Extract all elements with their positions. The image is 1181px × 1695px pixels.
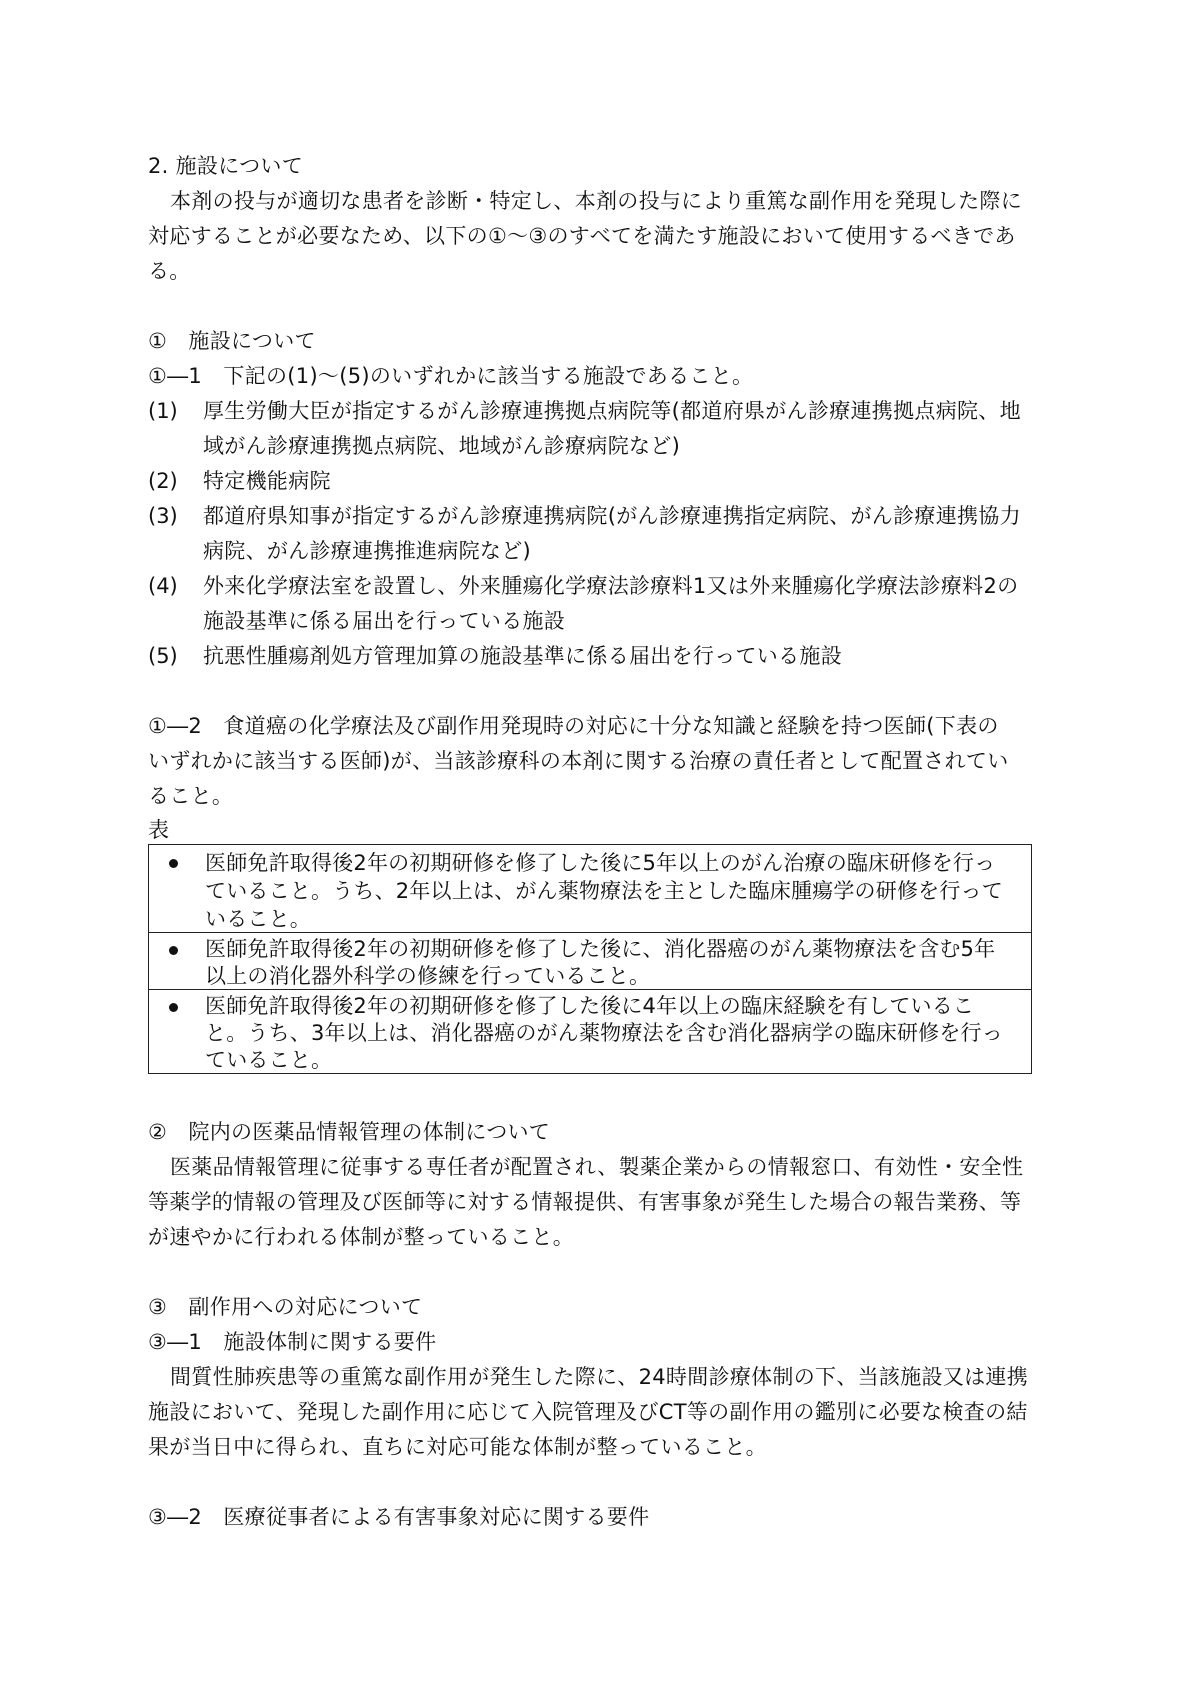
table-row [149, 932, 1031, 990]
facility-line: 施設基準に係る届出を行っている施設 [203, 609, 566, 633]
item1-heading: ① 施設について [148, 329, 316, 353]
facility-line: 病院、がん診療連携推進病院など) [203, 539, 531, 563]
item1-sub2-line: ①―2 食道癌の化学療法及び副作用発現時の対応に十分な知識と経験を持つ医師(下表の [148, 714, 999, 738]
facility-line: 外来化学療法室を設置し、外来腫瘍化学療法診療料1又は外来腫瘍化学療法診療料2の [203, 574, 1019, 598]
facility-line: 特定機能病院 [203, 469, 331, 493]
physician-requirements-table [148, 844, 1032, 1074]
item1-sub2-line: ること。 [148, 784, 234, 808]
facility-number: (3) [148, 504, 178, 528]
bullet-icon [169, 1003, 178, 1012]
bullet-icon [169, 946, 178, 955]
intro-line: 対応することが必要なため、以下の①～③のすべてを満たす施設において使用するべきであ [148, 224, 1016, 248]
item3-heading: ③ 副作用への対応について [148, 1295, 423, 1319]
facility-number: (1) [148, 399, 178, 423]
bullet-icon [169, 859, 178, 868]
table-cell-line: ていること。うち、2年以上は、がん薬物療法を主とした臨床腫瘍学の研修を行って [205, 879, 1003, 903]
table-cell-line: 以上の消化器外科学の修練を行っていること。 [205, 964, 651, 988]
item3-sub2-heading: ③―2 医療従事者による有害事象対応に関する要件 [148, 1505, 650, 1529]
item2-line: 等薬学的情報の管理及び医師等に対する情報提供、有害事象が発生した場合の報告業務、等 [148, 1190, 1022, 1214]
table-cell-line: と。うち、3年以上は、消化器癌のがん薬物療法を含む消化器病学の臨床研修を行っ [205, 1021, 1003, 1045]
table-cell-line: 医師免許取得後2年の初期研修を修了した後に4年以上の臨床経験を有しているこ [205, 994, 975, 1018]
item1-sub2-line: いずれかに該当する医師)が、当該診療科の本剤に関する治療の責任者として配置されてい [148, 749, 1009, 773]
facility-number: (5) [148, 644, 178, 668]
table-cell-line: 医師免許取得後2年の初期研修を修了した後に、消化器癌のがん薬物療法を含む5年 [205, 937, 996, 961]
item2-heading: ② 院内の医薬品情報管理の体制について [148, 1120, 551, 1144]
facility-line: 抗悪性腫瘍剤処方管理加算の施設基準に係る届出を行っている施設 [203, 644, 842, 668]
facility-line: 都道府県知事が指定するがん診療連携病院(がん診療連携指定病院、がん診療連携協力 [203, 504, 1021, 528]
facility-number: (2) [148, 469, 178, 493]
facility-line: 域がん診療連携拠点病院、地域がん診療病院など) [203, 434, 681, 458]
table-row [149, 989, 1031, 1073]
table-cell-line: ていること。 [205, 1048, 333, 1072]
item3-sub1-line: 果が当日中に得られ、直ちに対応可能な体制が整っていること。 [148, 1435, 767, 1459]
item3-sub1-line: 間質性肺疾患等の重篤な副作用が発生した際に、24時間診療体制の下、当該施設又は連携 [170, 1365, 1029, 1389]
item3-sub1-line: 施設において、発現した副作用に応じて入院管理及びCT等の副作用の鑑別に必要な検査の結 [148, 1400, 1028, 1424]
table-cell-line: いること。 [205, 907, 311, 931]
facility-line: 厚生労働大臣が指定するがん診療連携拠点病院等(都道府県がん診療連携拠点病院、地 [203, 399, 1021, 423]
table-row [149, 845, 1031, 933]
table-cell-line: 医師免許取得後2年の初期研修を修了した後に5年以上のがん治療の臨床研修を行っ [205, 851, 996, 875]
item3-sub1-heading: ③―1 施設体制に関する要件 [148, 1330, 437, 1354]
intro-line: る。 [148, 259, 191, 283]
facility-number: (4) [148, 574, 178, 598]
table-label: 表 [148, 818, 170, 842]
item2-line: が速やかに行われる体制が整っていること。 [148, 1225, 574, 1249]
section-heading: 2. 施設について [148, 154, 303, 178]
intro-line: 本剤の投与が適切な患者を診断・特定し、本剤の投与により重篤な副作用を発現した際に [170, 189, 1022, 213]
item1-sub1-heading: ①―1 下記の(1)～(5)のいずれかに該当する施設であること。 [148, 364, 754, 388]
item2-line: 医薬品情報管理に従事する専任者が配置され、製薬企業からの情報窓口、有効性・安全性 [170, 1155, 1024, 1179]
